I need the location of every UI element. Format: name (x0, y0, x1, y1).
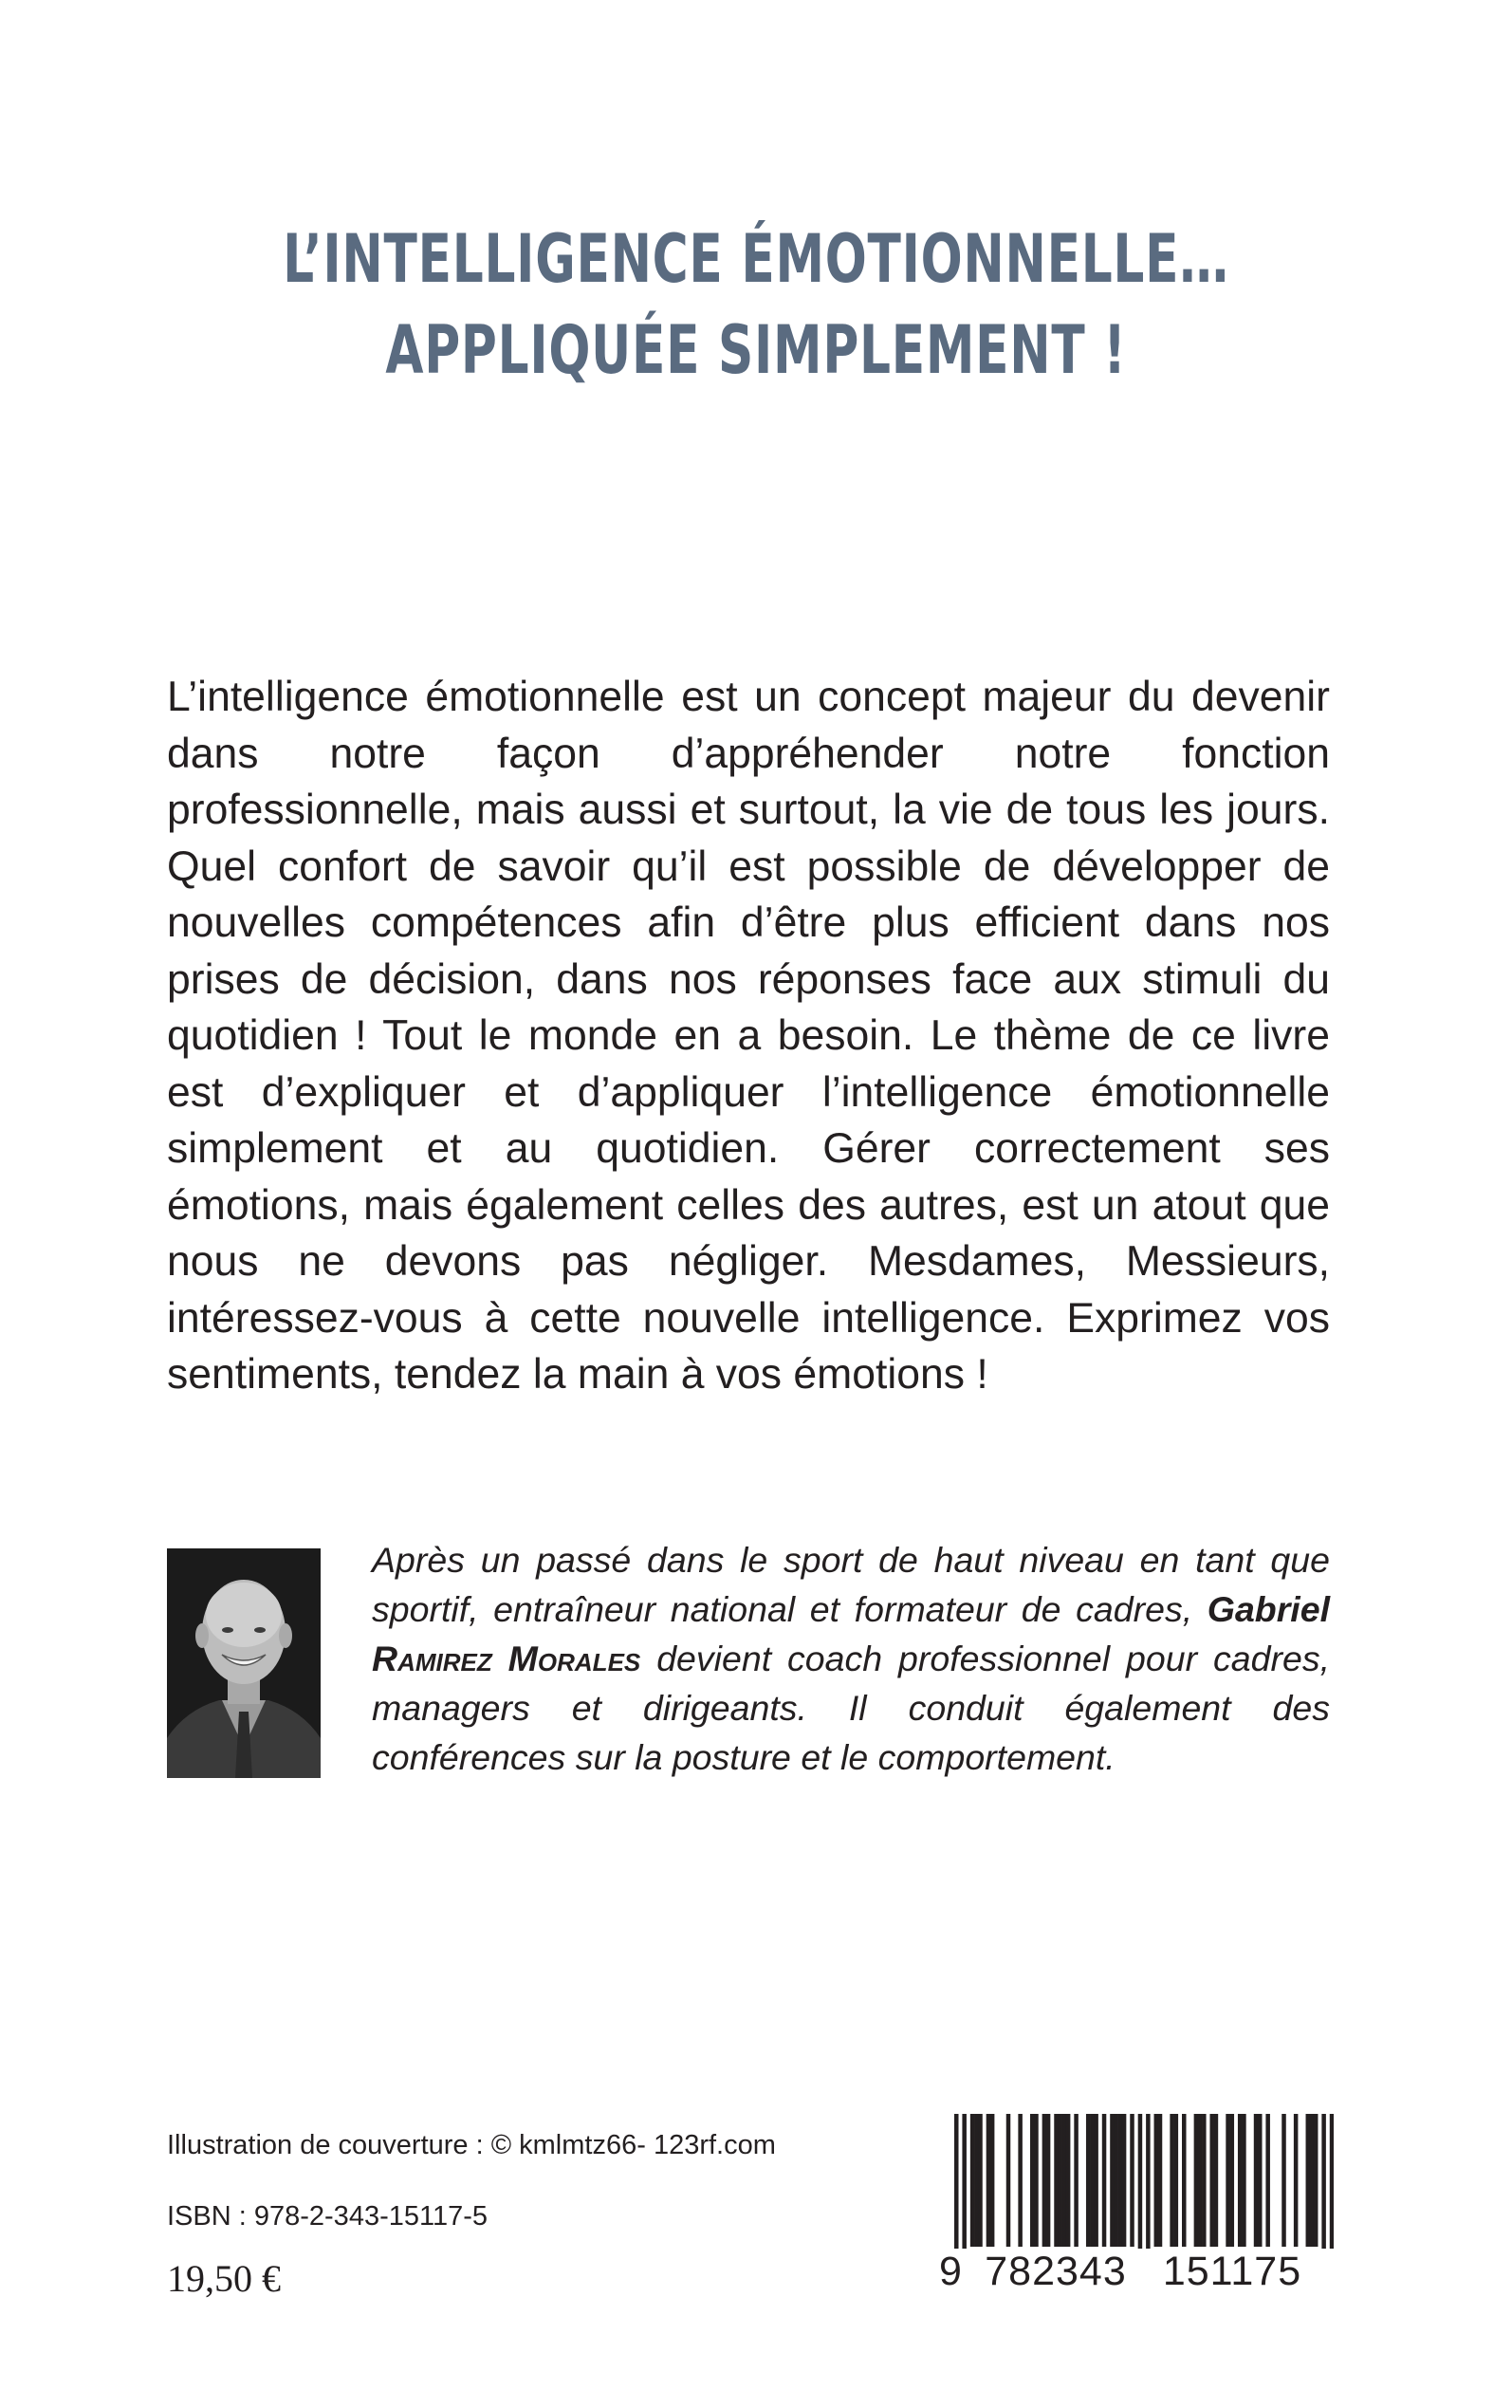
barcode-bar (986, 2114, 991, 2247)
book-blurb: L’intelligence émotionnelle est un concept majeur du devenir dans notre façon d’appréhender notre fonction professionnelle, mais aussi et surtout, la vie de tous les jours. Quel confort de savoir qu’il est possible de développer de nouvelles compétences afin d’être plus efficient dans nos prises de décision, dans nos réponses face aux stimuli du quotidien ! Tout le monde en a besoin. Le thème de ce livre est d’expliquer et d’appliquer l’intelligence émotionnelle simplement et au quotidien. Gérer correctement ses émotions, mais également celles des autres, est un atout que nous ne devons pas négliger. Mesdames, Messieurs, intéressez-vous à cette nouvelle intelligence. Exprimez vos sentiments, tendez la main à vos émotions ! (167, 674, 1330, 1398)
barcode-bar (1330, 2114, 1334, 2266)
barcode-bar (1066, 2114, 1071, 2247)
barcode-bar (1242, 2114, 1246, 2247)
barcode-lead-digit: 9 (939, 2249, 963, 2294)
barcode-bar (1258, 2114, 1263, 2247)
barcode (954, 2114, 1334, 2266)
barcode-bar (1054, 2114, 1059, 2247)
barcode-bar (1042, 2114, 1047, 2247)
barcode-bar (1254, 2114, 1259, 2247)
bio-text-end: devient coach professionnel pour cadres, managers et dirigeants. Il conduit également des conférences sur la posture et le comportement. (372, 1639, 1331, 1777)
barcode-bar (1062, 2114, 1067, 2247)
barcode-bar (1182, 2114, 1187, 2247)
barcode-bar (1194, 2114, 1199, 2247)
barcode-left-group: 782343 (985, 2249, 1127, 2294)
barcode-bar (1058, 2114, 1062, 2247)
barcode-bar (1306, 2114, 1311, 2247)
barcode-bar (1090, 2114, 1095, 2247)
price: 19,50 € (167, 2257, 281, 2300)
cover-illustration-credit: Illustration de couverture : © kmlmtz66- 123rf.com (167, 2130, 776, 2160)
book-title (196, 213, 1316, 396)
barcode-bar (1074, 2114, 1079, 2247)
barcode-bar (1265, 2114, 1270, 2247)
barcode-bar (1130, 2114, 1134, 2247)
title-line-1: L’INTELLIGENCE ÉMOTIONNELLE… (283, 220, 1229, 298)
barcode-bar (1154, 2114, 1159, 2247)
barcode-bar (1170, 2114, 1174, 2247)
author-first-name: Gabriel (1207, 1589, 1330, 1629)
barcode-bar (962, 2114, 967, 2266)
barcode-bar (1030, 2114, 1035, 2247)
author-photo (167, 1548, 321, 1778)
barcode-bar (1314, 2114, 1318, 2247)
isbn: ISBN : 978-2-343-15117-5 (167, 2201, 489, 2232)
barcode-bar (1034, 2114, 1039, 2247)
barcode-bar (1230, 2114, 1235, 2247)
barcode-bar (1321, 2114, 1326, 2266)
barcode-bar (1226, 2114, 1230, 2247)
barcode-bar (974, 2114, 979, 2247)
barcode-bar (1238, 2114, 1243, 2247)
barcode-bar (954, 2114, 959, 2266)
barcode-bar (1046, 2114, 1051, 2247)
barcode-bar (1282, 2114, 1286, 2247)
title-line-2: APPLIQUÉE SIMPLEMENT ! (385, 311, 1127, 389)
author-bio (372, 1535, 1330, 1782)
barcode-bar (1310, 2114, 1315, 2247)
barcode-bar (1294, 2114, 1299, 2247)
barcode-bar (1006, 2114, 1011, 2247)
barcode-bar (1110, 2114, 1115, 2247)
bio-text-start: Après un passé dans le sport de haut niveau en tant que sportif, entraîneur national et formateur de cadres, (372, 1540, 1330, 1629)
barcode-bar (970, 2114, 975, 2247)
author-last-name: Ramirez Morales (372, 1639, 641, 1678)
barcode-bar (1102, 2114, 1107, 2247)
barcode-bar (1202, 2114, 1207, 2247)
barcode-bar (1214, 2114, 1219, 2247)
barcode-bar (1122, 2114, 1127, 2247)
barcode-bar (1138, 2114, 1143, 2266)
barcode-bar (1094, 2114, 1098, 2247)
barcode-bar (978, 2114, 983, 2247)
barcode-bar (1146, 2114, 1151, 2266)
barcode-bar (1158, 2114, 1163, 2247)
barcode-bar (1174, 2114, 1179, 2247)
barcode-bar (1209, 2114, 1214, 2247)
barcode-digits (939, 2249, 1337, 2295)
barcode-bar (1114, 2114, 1118, 2247)
barcode-right-group: 151175 (1162, 2249, 1302, 2294)
barcode-bar (990, 2114, 995, 2247)
barcode-bar (1118, 2114, 1123, 2247)
author-portrait-image (167, 1548, 321, 1778)
barcode-bar (1086, 2114, 1091, 2247)
barcode-bar (1018, 2114, 1023, 2247)
barcode-bar (1198, 2114, 1203, 2247)
